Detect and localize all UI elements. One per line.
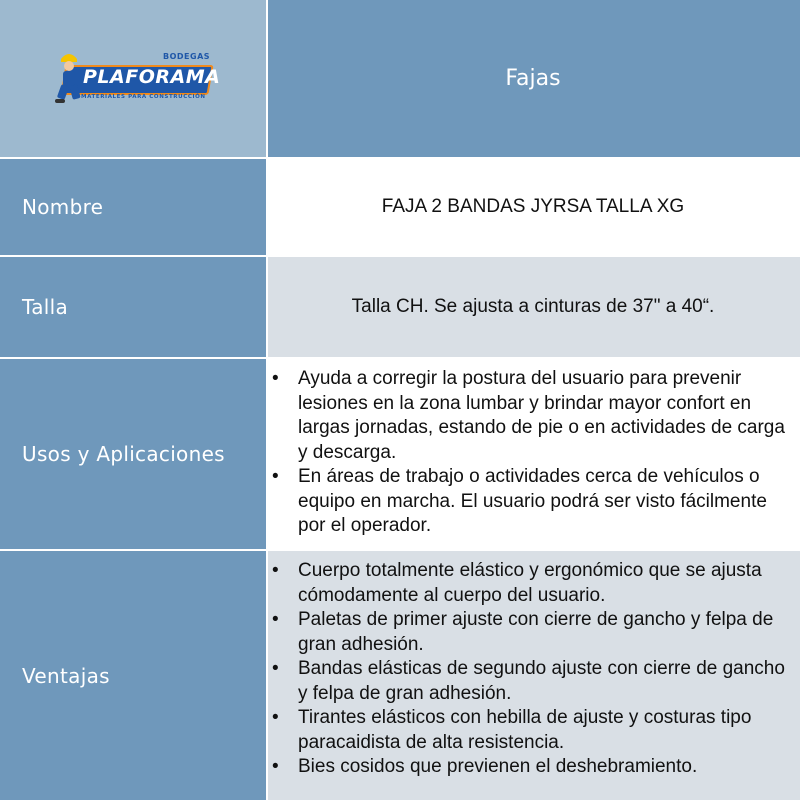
list-item: • Bies cosidos que previenen el deshebramiento. (270, 755, 792, 780)
label-ventajas: Ventajas (0, 551, 266, 800)
usos-list (270, 367, 792, 539)
column-divider (266, 0, 268, 800)
label-usos: Usos y Aplicaciones (0, 359, 266, 549)
ventajas-list (270, 559, 792, 780)
list-item: • En áreas de trabajo o actividades cerca de vehículos o equipo en marcha. El usuario podrá ser visto fácilmente por el operador. (270, 465, 792, 539)
worker-mascot-icon (53, 49, 87, 109)
value-usos (266, 359, 800, 549)
list-item: • Bandas elásticas de segundo ajuste con cierre de gancho y felpa de gran adhesión. (270, 657, 792, 706)
value-talla: Talla CH. Se ajusta a cinturas de 37" a 40“. (266, 257, 800, 357)
list-item: • Paletas de primer ajuste con cierre de gancho y felpa de gran adhesión. (270, 608, 792, 657)
value-nombre: FAJA 2 BANDAS JYRSA TALLA XG (266, 159, 800, 255)
row-divider (0, 255, 800, 257)
label-talla: Talla (0, 257, 266, 357)
logo-brand: PLAFORAMA (83, 65, 221, 88)
list-item: • Tirantes elásticos con hebilla de ajuste y costuras tipo paracaidista de alta resistencia. (270, 706, 792, 755)
list-item: • Ayuda a corregir la postura del usuario para prevenir lesiones en la zona lumbar y brindar mayor confort en largas jornadas, estando de pie o en actividades de carga y descarga. (270, 367, 792, 465)
logo-cell (0, 0, 266, 157)
label-nombre: Nombre (0, 159, 266, 255)
row-divider (0, 357, 800, 359)
plaforama-logo (53, 49, 221, 109)
logo-top-text: BODEGAS (163, 51, 211, 61)
logo-tagline: MATERIALES PARA CONSTRUCCIÓN (81, 93, 206, 100)
value-ventajas (266, 551, 800, 800)
list-item: • Cuerpo totalmente elástico y ergonómico que se ajusta cómodamente al cuerpo del usuario. (270, 559, 792, 608)
row-divider (0, 157, 800, 159)
page-title: Fajas (266, 0, 800, 157)
row-divider (0, 549, 800, 551)
